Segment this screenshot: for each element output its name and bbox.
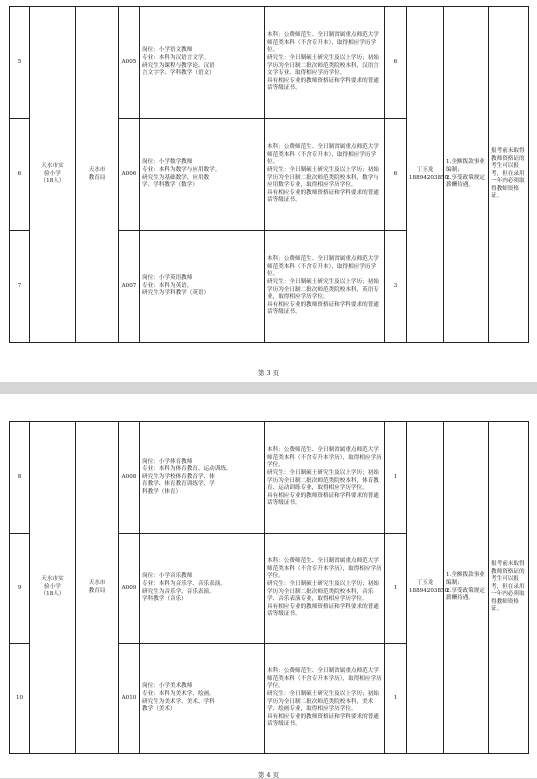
row-number: 7 (10, 231, 30, 343)
position-code: A008 (119, 422, 140, 534)
note-cell: 报考前未取得教师资格证的考生可以报考，但在录用一年内必须取得教师资格证。 (489, 422, 529, 754)
position-description: 岗位：小学英语教师 专业：本科为英语。 研究生为学科教学（英语） (140, 231, 265, 343)
document-page-3 (0, 0, 537, 382)
hiring-count: 6 (385, 119, 407, 231)
position-description: 岗位：小学体育教师 专业：本科为体育教育、运动训练。 研究生为学校体育教育学、体 育教学、体育教育训练学、学 科教学（体育） (140, 422, 265, 534)
requirements-cell: 本科：公费师范生、全日制省属重点师范大学师范类本科（不含专升本学历），取得相应学历学位。 研究生：全日制硕士研究生及以上学历；初始学历为全日制二批次师范类院校本科，美术学、绘画专业，取得相应学历学位。 具有相应专业的教师资格证和学科要求的普通话等级证书。 (265, 644, 385, 754)
requirements-cell: 本科：公费师范生、全日制省属重点师范大学师范类本科（不含专升本），取得相应学历学位。 研究生：全日制硕士研究生及以上学历；初始学历为全日制二批次师范类院校本科，数学与应用数学专业，取得相应学历学位。 具有相应专业的教师资格证和学科要求的普通话等级证书。 (265, 119, 385, 231)
requirements-cell: 本科：公费师范生、全日制省属重点师范大学师范类本科（不含专升本），取得相应学历学位。 研究生：全日制硕士研究生及以上学历；初始学历为全日制二批次师范类院校本科，英语专业，取得相应学历学位。 具有相应专业的教师资格证和学科要求的普通话等级证书。 (265, 231, 385, 343)
position-description: 岗位：小学音乐教师 专业：本科为音乐学、音乐表演。 研究生为音乐学、音乐表演、 学科教学（音乐） (140, 534, 265, 644)
recruitment-table (9, 6, 529, 343)
contact-cell: 丁玉龙 18894203850 (407, 7, 444, 343)
hiring-count: 3 (385, 231, 407, 343)
position-description: 岗位：小学数学教师 专业：本科为数学与应用数学。 研究生为基础数学、应用数 学、学科教学（数学） (140, 119, 265, 231)
hiring-count: 1 (385, 422, 407, 534)
position-code: A010 (119, 644, 140, 754)
page-number: 第 4 页 (257, 771, 280, 779)
bureau-cell: 天水市 教育局 (76, 422, 119, 754)
position-description: 岗位：小学美术教师 专业：本科为美术学、绘画。 研究生为美术学、美术、学科 教学（美术） (140, 644, 265, 754)
row-number: 5 (10, 7, 30, 119)
school-cell: 天水市实 验小学 （18人） (30, 422, 76, 754)
benefits-cell: 1.全额拨款事业编制； 2.享受政策规定薪酬待遇。 (444, 7, 489, 343)
position-description: 岗位：小学语文教师 专业：本科为汉语言文学。 研究生为课程与教学论、汉语 言文字学、学科教学（语文） (140, 7, 265, 119)
hiring-count: 1 (385, 644, 407, 754)
document-page-4 (0, 394, 537, 778)
hiring-count: 1 (385, 534, 407, 644)
requirements-cell: 本科：公费师范生、全日制省属重点师范大学师范类本科（不含专升本），取得相应学历学位。 研究生：全日制硕士研究生及以上学历；初始学历为全日制二批次师范类院校本科，汉语言文学专业，取得相应学历学位。 具有相应专业的教师资格证和学科要求的普通话等级证书。 (265, 7, 385, 119)
row-number: 10 (10, 644, 30, 754)
row-number: 6 (10, 119, 30, 231)
hiring-count: 6 (385, 7, 407, 119)
position-code: A006 (119, 119, 140, 231)
recruitment-table (9, 421, 529, 754)
row-number: 8 (10, 422, 30, 534)
table-row (10, 7, 529, 119)
benefits-cell: 1.全额拨款事业编制； 2.享受政策规定薪酬待遇。 (444, 422, 489, 754)
contact-cell: 丁玉龙 18894203850 (407, 422, 444, 754)
position-code: A009 (119, 534, 140, 644)
note-cell: 报考前未取得教师资格证的考生可以报考，但在录用一年内必须取得教师资格证。 (489, 7, 529, 343)
school-cell: 天水市实 验小学 （18人） (30, 7, 76, 343)
bureau-cell: 天水市 教育局 (76, 7, 119, 343)
page-number: 第 3 页 (257, 369, 280, 377)
table-row (10, 422, 529, 534)
position-code: A005 (119, 7, 140, 119)
position-code: A007 (119, 231, 140, 343)
row-number: 9 (10, 534, 30, 644)
requirements-cell: 本科：公费师范生、全日制省属重点师范大学师范类本科（不含专升本学历），取得相应学历学位。 研究生：全日制硕士研究生及以上学历；初始学历为全日制二批次师范类院校本科，体育教育、运动训练专业，取得相应学历学位。 具有相应专业的教师资格证和学科要求的普通话等级证书。 (265, 422, 385, 534)
requirements-cell: 本科：公费师范生、全日制省属重点师范大学师范类本科（不含专升本学历），取得相应学历学位。 研究生：全日制硕士研究生及以上学历；初始学历为全日制二批次师范类院校本科，音乐学、音乐表演专业，取得相应学历学位。 具有相应专业的教师资格证和学科要求的普通话等级证书。 (265, 534, 385, 644)
